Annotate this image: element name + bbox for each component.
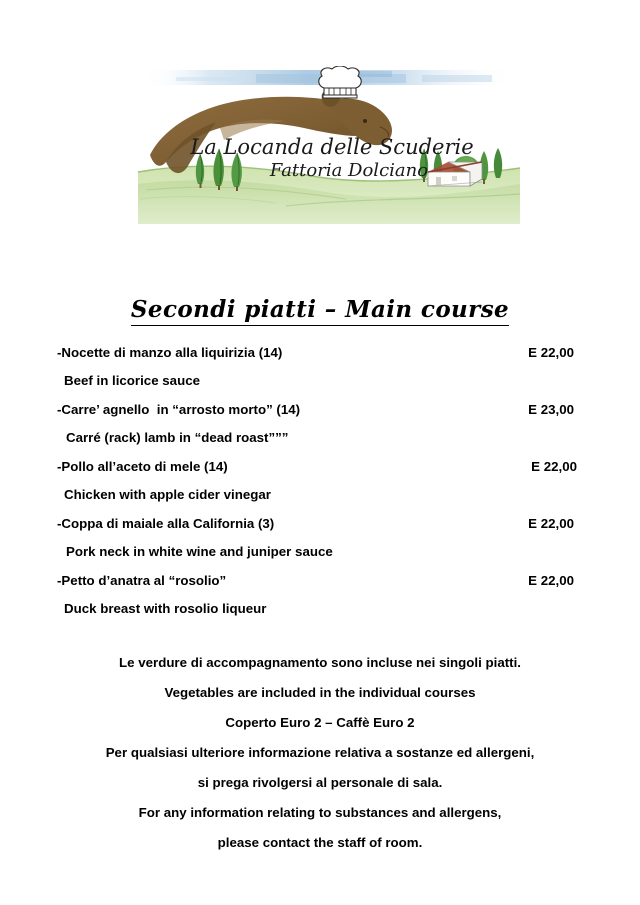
footer-note-line: Le verdure di accompagnamento sono incluse nei singoli piatti. — [119, 655, 521, 670]
footer-note-line: Vegetables are included in the individual courses — [164, 685, 476, 700]
page-title — [0, 296, 640, 326]
menu-item-row — [0, 341, 640, 369]
footer-notes — [0, 648, 640, 858]
menu-item-name: -Petto d’anatra al “rosolio” — [57, 573, 227, 588]
menu-item — [0, 455, 640, 512]
menu-item-row — [0, 455, 640, 483]
menu-item — [0, 569, 640, 626]
menu-item-name: -Coppa di maiale alla California (3) — [57, 516, 275, 531]
menu-item-translation: Duck breast with rosolio liqueur — [64, 601, 267, 616]
menu-item-price: E 23,00 — [528, 402, 574, 417]
chef-hat-icon — [319, 66, 361, 98]
menu-item-translation-row — [0, 540, 640, 569]
menu-item-translation: Beef in licorice sauce — [64, 373, 200, 388]
brand-line-1: La Locanda delle Scuderie — [190, 135, 474, 159]
menu-item — [0, 398, 640, 455]
menu-item-price: E 22,00 — [528, 516, 574, 531]
menu-item — [0, 341, 640, 398]
menu-item-price: E 22,00 — [528, 345, 574, 360]
menu-item-row — [0, 398, 640, 426]
section-title-text: Secondi piatti – Main course — [131, 296, 509, 326]
footer-note-line: Coperto Euro 2 – Caffè Euro 2 — [225, 715, 415, 730]
menu-item-row — [0, 569, 640, 597]
menu-item — [0, 512, 640, 569]
menu-item-translation: Chicken with apple cider vinegar — [64, 487, 271, 502]
menu-item-name: -Carre’ agnello in “arrosto morto” (14) — [57, 402, 301, 417]
menu-item-price: E 22,00 — [528, 573, 574, 588]
brand-line-2: Fattoria Dolciano — [269, 160, 429, 181]
footer-note-line: si prega rivolgersi al personale di sala. — [197, 775, 443, 790]
menu-item-name: -Pollo all’aceto di mele (14) — [57, 459, 228, 474]
menu-item-name: -Nocette di manzo alla liquirizia (14) — [57, 345, 283, 360]
footer-note-line: Per qualsiasi ulteriore informazione relativa a sostanze ed allergeni, — [105, 745, 535, 760]
restaurant-logo — [136, 66, 522, 228]
menu-item-translation: Carré (rack) lamb in “dead roast””” — [66, 430, 289, 445]
menu-item-translation: Pork neck in white wine and juniper sauce — [66, 544, 333, 559]
menu-item-translation-row — [0, 369, 640, 398]
menu-list — [0, 341, 640, 626]
menu-item-translation-row — [0, 426, 640, 455]
footer-note-line: For any information relating to substances and allergens, — [138, 805, 502, 820]
menu-item-row — [0, 512, 640, 540]
logo-illustration — [136, 66, 522, 228]
menu-item-translation-row — [0, 597, 640, 626]
menu-item-price: E 22,00 — [531, 459, 577, 474]
menu-item-translation-row — [0, 483, 640, 512]
footer-note-line: please contact the staff of room. — [217, 835, 423, 850]
